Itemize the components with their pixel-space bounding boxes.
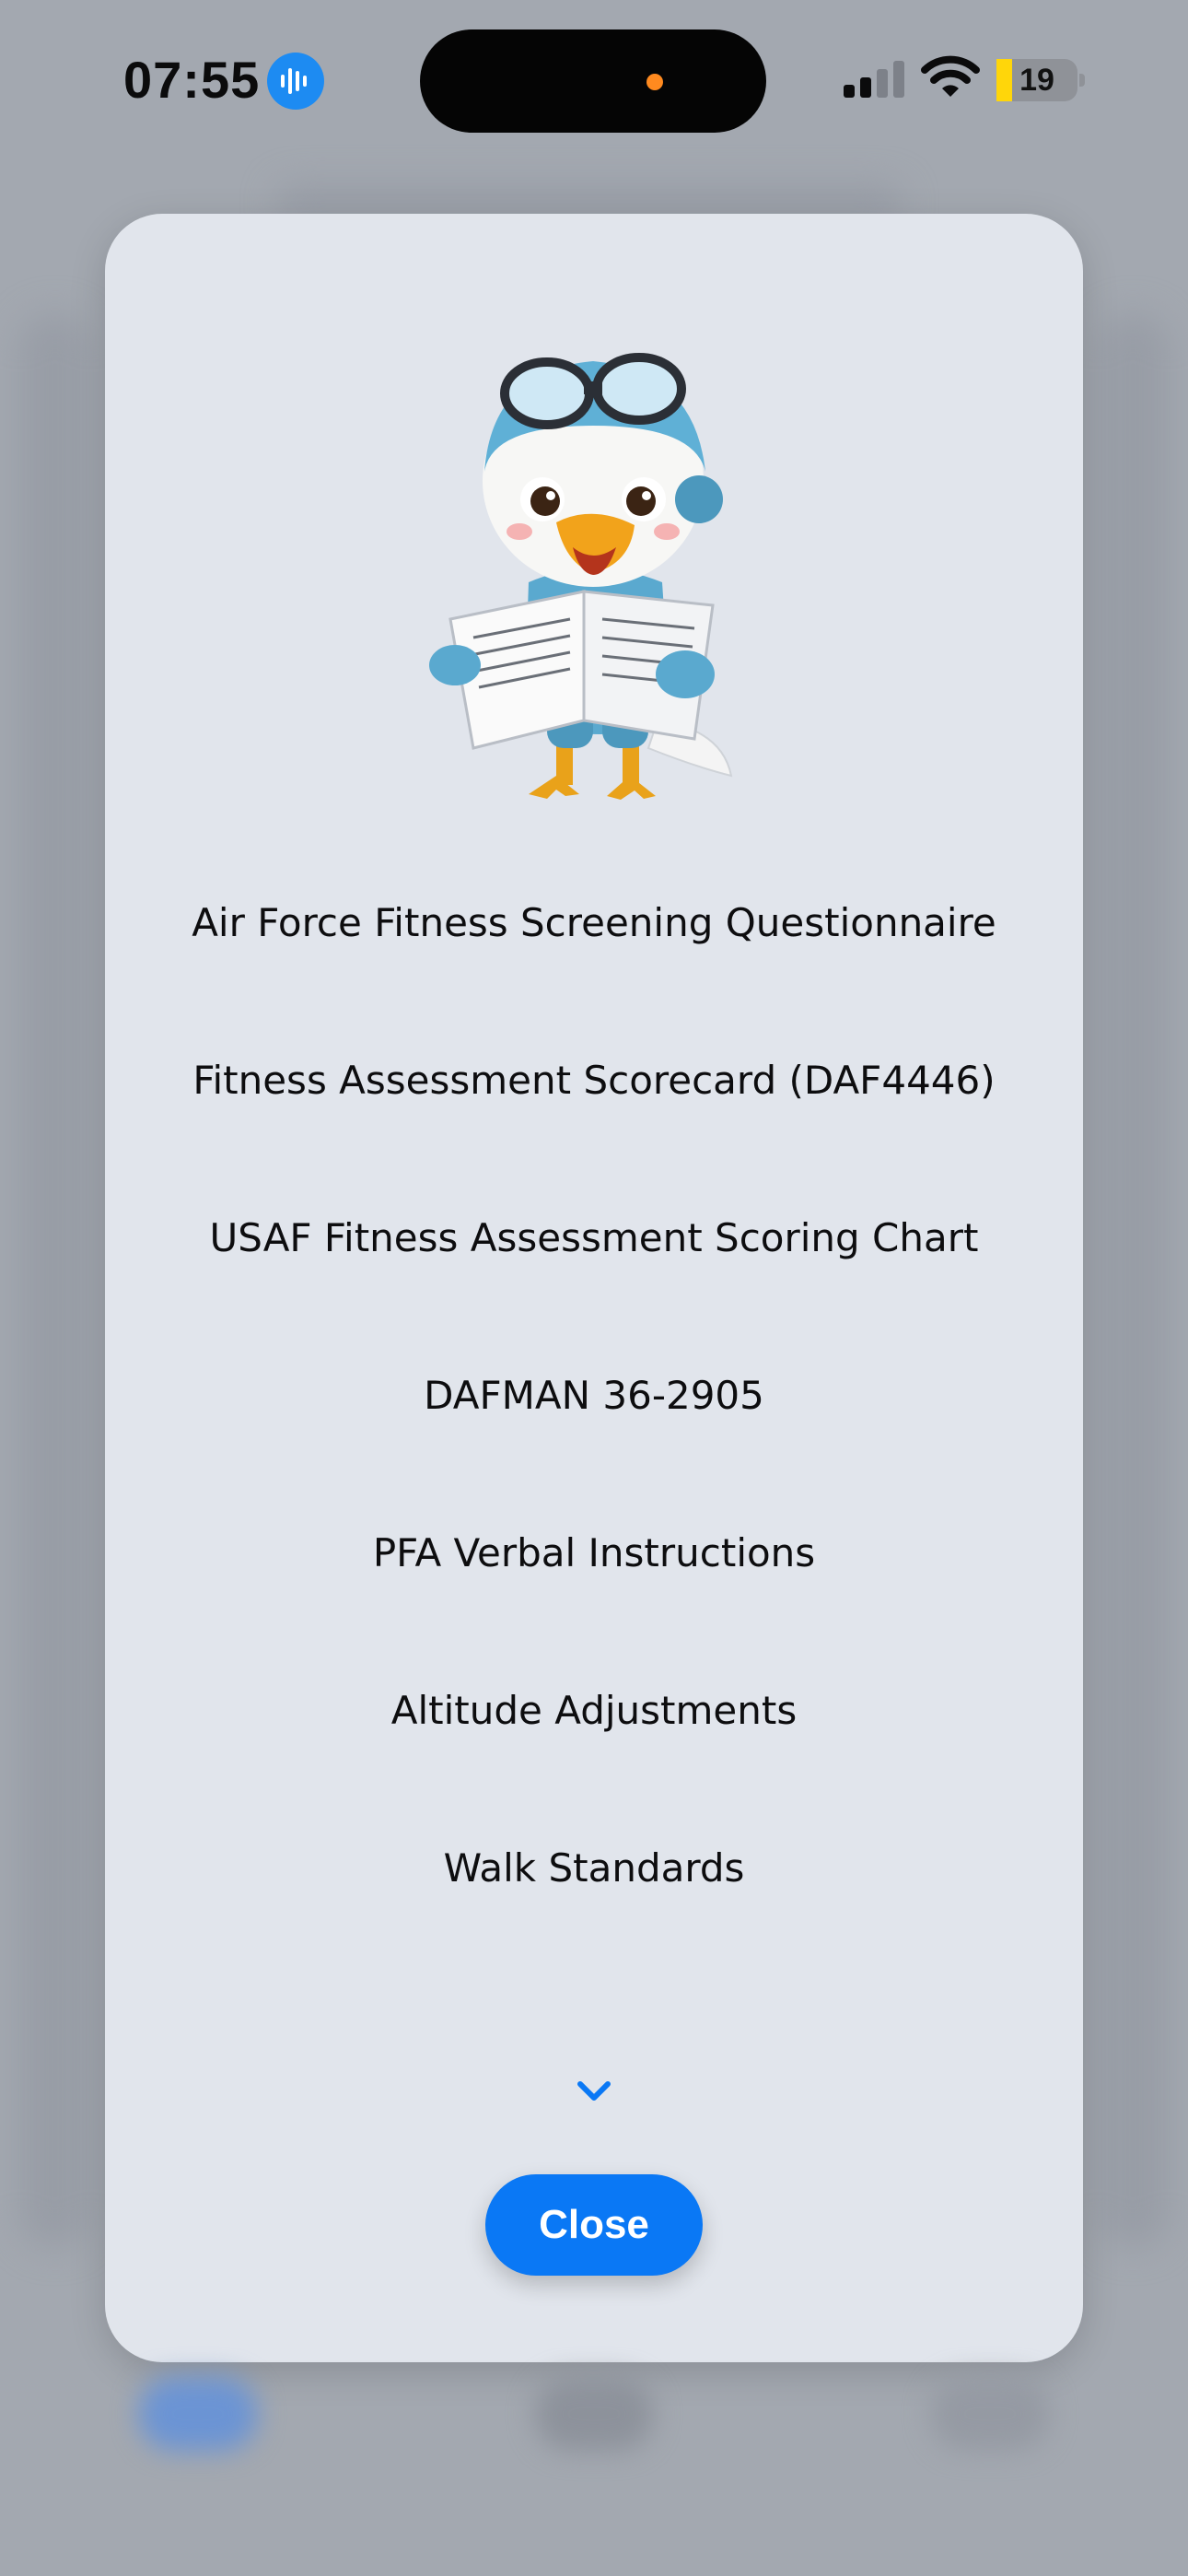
cellular-signal-icon — [842, 59, 906, 100]
battery-icon — [996, 59, 1085, 101]
document-item[interactable]: Walk Standards — [443, 1845, 745, 1891]
background-card — [1096, 313, 1170, 2248]
tab-bar-item — [930, 2377, 1050, 2451]
document-item[interactable]: Air Force Fitness Screening Questionnaire — [192, 900, 996, 945]
eagle-pilot-mascot-illustration — [418, 287, 768, 822]
background-card — [18, 313, 92, 2248]
tab-bar-item — [138, 2377, 258, 2451]
battery-percentage: 19 — [1019, 63, 1054, 98]
document-item-partial[interactable] — [105, 1998, 1083, 2015]
document-item[interactable]: PFA Verbal Instructions — [372, 1530, 816, 1575]
documents-modal — [105, 214, 1083, 2362]
clock: 07:55 — [123, 51, 261, 109]
close-button[interactable]: Close — [485, 2174, 703, 2276]
document-item[interactable]: DAFMAN 36-2905 — [424, 1373, 764, 1418]
document-item[interactable]: USAF Fitness Assessment Scoring Chart — [209, 1215, 979, 1260]
chevron-down-icon[interactable] — [571, 2073, 617, 2110]
tab-bar-item — [534, 2377, 654, 2451]
live-audio-icon[interactable] — [267, 53, 324, 110]
document-item[interactable]: Altitude Adjustments — [390, 1688, 798, 1733]
wifi-icon — [921, 53, 980, 100]
document-list — [105, 896, 1083, 1891]
privacy-indicator-dot — [646, 74, 663, 90]
status-bar — [0, 0, 1188, 166]
dynamic-island — [420, 29, 766, 133]
document-item[interactable]: Fitness Assessment Scorecard (DAF4446) — [192, 1058, 996, 1103]
